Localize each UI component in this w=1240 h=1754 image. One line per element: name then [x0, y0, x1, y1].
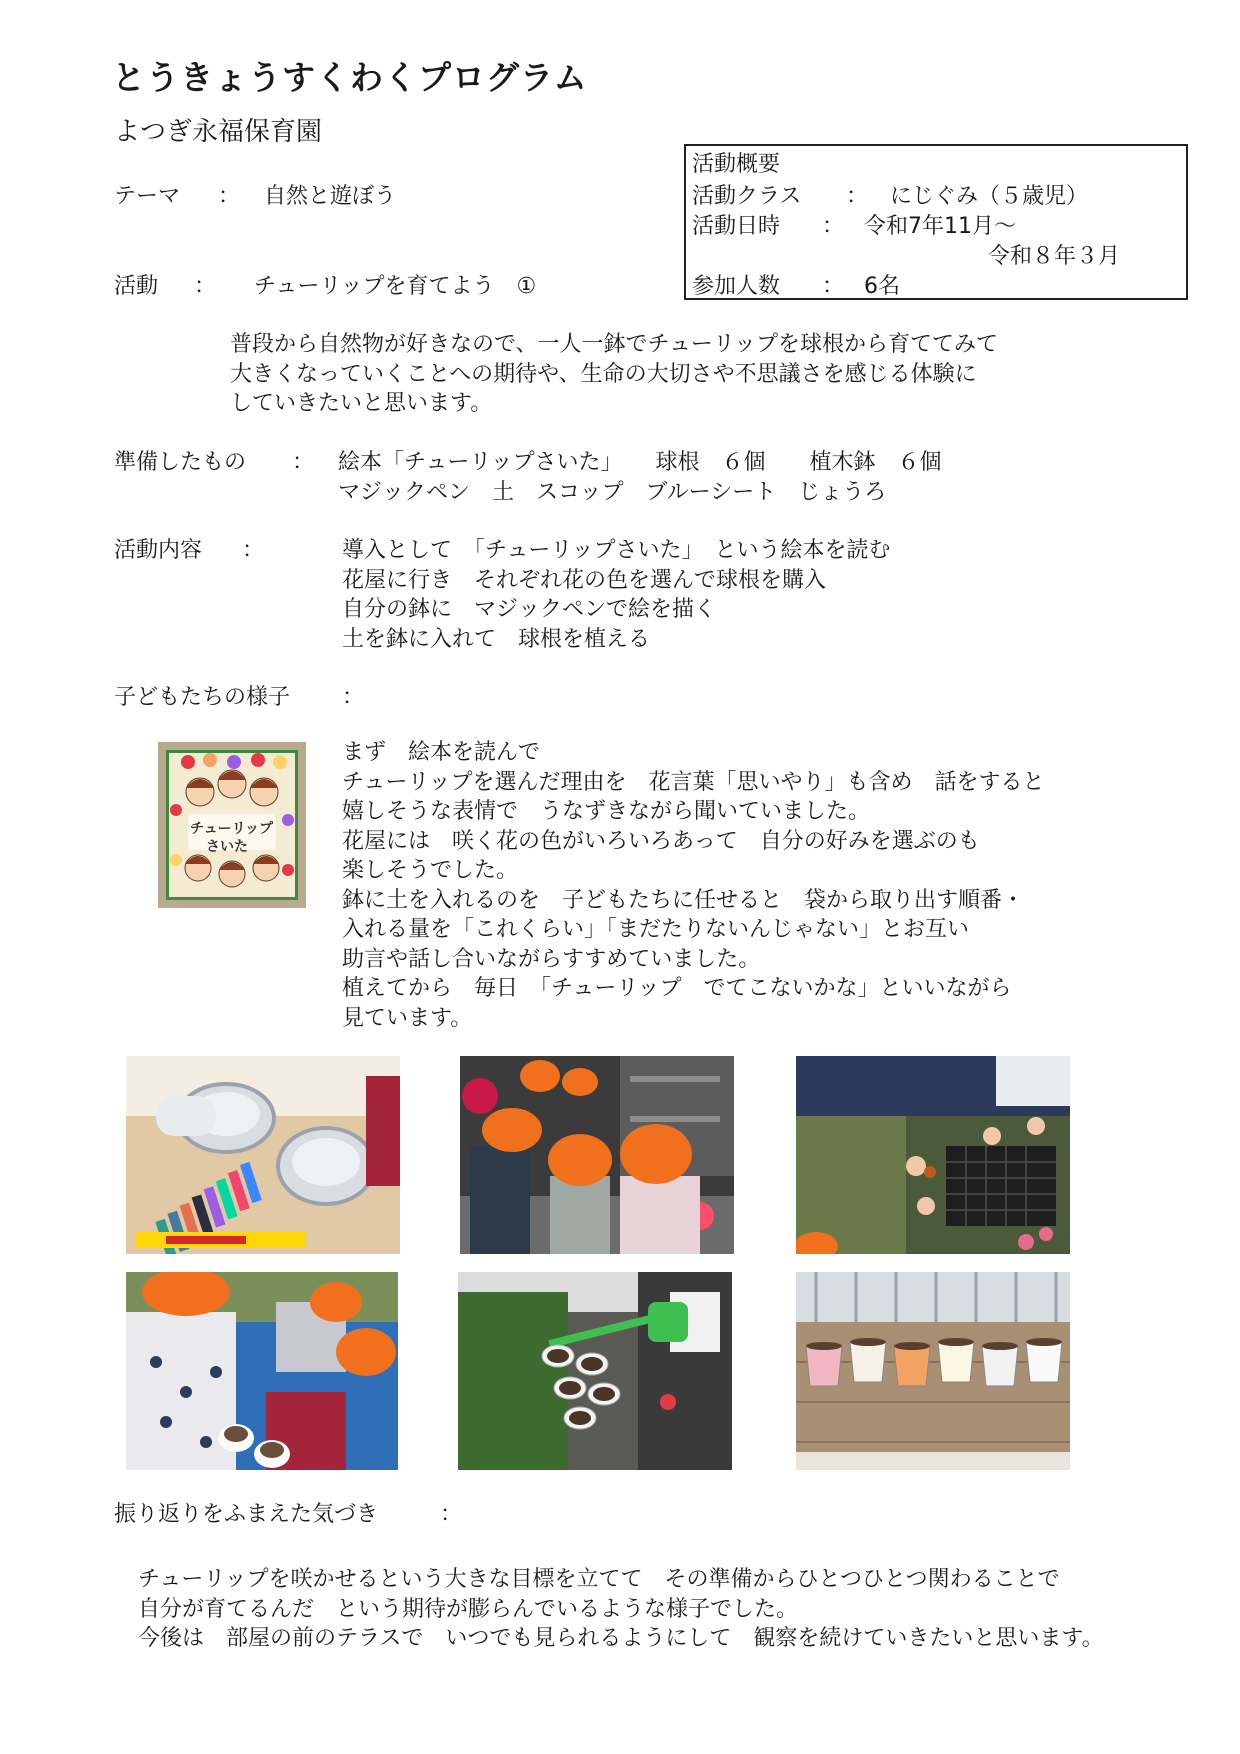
reflection-separator: ：	[440, 1502, 463, 1527]
prep-separator: ：	[292, 450, 315, 475]
summary-heading: 活動概要	[692, 152, 781, 177]
prep-list	[338, 448, 941, 507]
content-line: 自分の鉢に マジックペンで絵を描く	[342, 597, 717, 622]
book-title-line1: チューリップ	[190, 821, 274, 837]
page-title: とうきょうすくわくプログラム	[112, 58, 588, 97]
prep-line: 絵本「チューリップさいた」 球根 ６個 植木鉢 ６個	[338, 450, 942, 475]
theme-label: テーマ	[114, 184, 181, 209]
children-line: 鉢に土を入れるのを 子どもたちに任せると 袋から取り出す順番・	[342, 887, 1025, 913]
content-line: 土を鉢に入れて 球根を植える	[342, 626, 651, 652]
children-label: 子どもたちの様子	[114, 685, 291, 710]
reflection-line: チューリップを咲かせるという大きな目標を立てて その準備からひとつひとつ関わることで	[138, 1567, 1060, 1592]
count-separator: ：	[822, 274, 845, 299]
reflection-paragraph	[138, 1565, 1104, 1654]
intro-line: 大きくなっていくことへの期待や、生命の大切さや不思議さを感じる体験に	[230, 361, 977, 387]
children-line: 嬉しそうな表情で うなずきながら聞いていました。	[342, 799, 871, 824]
reflection-line: 今後は 部屋の前のテラスで いつでも見られるようにして 観察を続けていきたいと思います。	[138, 1626, 1104, 1651]
prep-line: マジックペン 土 スコップ ブルーシート じょうろ	[338, 479, 887, 505]
activity-summary-box	[684, 144, 1188, 300]
photo-drawing-on-pots	[126, 1056, 400, 1254]
count-value: 6名	[864, 274, 900, 299]
reflection-label: 振り返りをふまえた気づき	[114, 1502, 379, 1527]
content-label: 活動内容	[114, 538, 203, 563]
children-line: 見ています。	[342, 1005, 473, 1031]
school-name: よつぎ永福保育園	[114, 117, 323, 147]
photo-choosing-bulbs	[796, 1056, 1070, 1254]
theme-separator: ：	[218, 184, 241, 209]
content-separator: ：	[242, 538, 265, 563]
class-value: にじぐみ（５歳児）	[890, 184, 1089, 209]
photo-flower-shop-visit	[460, 1056, 734, 1254]
children-line: 助言や話し合いながらすすめていました。	[342, 946, 761, 972]
content-line: 導入として 「チューリップさいた」 という絵本を読む	[342, 538, 891, 563]
date-end: 令和８年３月	[988, 244, 1121, 269]
activity-value: チューリップを育てよう ①	[254, 274, 537, 299]
children-line: 植えてから 毎日 「チューリップ でてこないかな」といいながら	[342, 976, 1012, 1001]
date-label: 活動日時	[692, 214, 781, 239]
children-line: 楽しそうでした。	[342, 858, 519, 883]
children-line: 花屋には 咲く花の色がいろいろあって 自分の好みを選ぶのも	[342, 828, 980, 854]
date-separator: ：	[822, 214, 845, 239]
children-line: 入れる量を「これくらい」「まだたりないんじゃない」とお互い	[342, 917, 970, 942]
photo-watering-pots	[458, 1272, 732, 1470]
theme-value: 自然と遊ぼう	[264, 184, 397, 209]
intro-line: していきたいと思います。	[230, 391, 493, 416]
content-line: 花屋に行き それぞれ花の色を選んで球根を購入	[342, 567, 827, 593]
picture-book-cover	[158, 742, 306, 908]
activity-label: 活動	[114, 274, 159, 299]
count-label: 参加人数	[692, 274, 781, 299]
children-line: まず 絵本を読んで	[342, 740, 541, 765]
photo-filling-soil	[126, 1272, 398, 1470]
book-title-line2: さいた	[206, 839, 248, 855]
intro-paragraph	[230, 330, 998, 419]
reflection-line: 自分が育てるんだ という期待が膨らんでいるような様子でした。	[138, 1596, 799, 1622]
prep-label: 準備したもの	[114, 450, 247, 475]
photo-pots-on-terrace	[796, 1272, 1070, 1470]
children-description	[342, 738, 1044, 1033]
content-list	[342, 536, 890, 654]
class-label: 活動クラス	[692, 184, 802, 209]
class-separator: ：	[846, 184, 869, 209]
activity-separator: ：	[194, 274, 217, 299]
intro-line: 普段から自然物が好きなので、一人一鉢でチューリップを球根から育ててみて	[230, 332, 999, 357]
children-separator: ：	[342, 685, 365, 710]
children-line: チューリップを選んだ理由を 花言葉「思いやり」も含め 話をすると	[342, 769, 1045, 795]
date-start: 令和7年11月～	[864, 214, 1016, 239]
